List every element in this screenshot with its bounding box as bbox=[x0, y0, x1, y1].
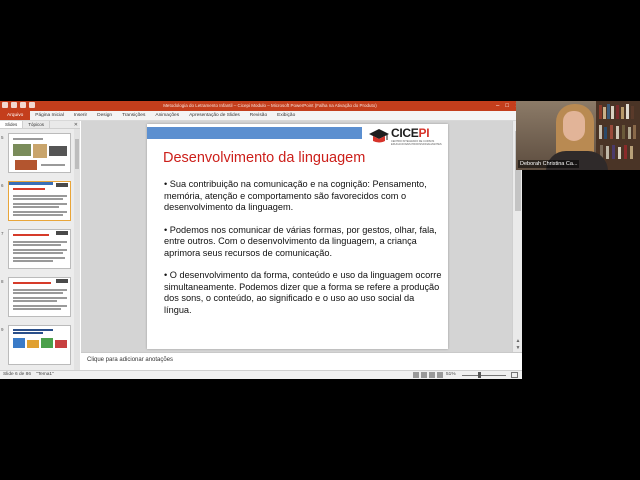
tab-home[interactable]: Página Inicial bbox=[35, 113, 64, 118]
ribbon-tabs bbox=[0, 111, 522, 121]
notes-pane[interactable] bbox=[81, 352, 522, 370]
thumbnail-number: 7 bbox=[1, 231, 4, 236]
tab-file[interactable]: Arquivo bbox=[0, 111, 30, 120]
tab-animations[interactable]: Animações bbox=[155, 113, 180, 118]
undo-icon[interactable] bbox=[20, 102, 26, 108]
tab-insert[interactable]: Inserir bbox=[73, 113, 88, 118]
graduation-cap-icon bbox=[369, 128, 389, 144]
save-icon[interactable] bbox=[11, 102, 17, 108]
thumbnail-row[interactable] bbox=[0, 133, 74, 175]
thumbnails-scrollbar[interactable] bbox=[74, 129, 80, 370]
maximize-button[interactable]: □ bbox=[505, 103, 509, 109]
close-panel-icon[interactable]: ✕ bbox=[73, 122, 78, 128]
powerpoint-window bbox=[0, 101, 522, 379]
tab-slideshow[interactable]: Apresentação de Slides bbox=[189, 113, 240, 118]
tab-view[interactable]: Exibição bbox=[277, 113, 296, 118]
status-bar bbox=[0, 370, 522, 379]
tab-design[interactable]: Design bbox=[97, 113, 113, 118]
slideshow-icon[interactable] bbox=[437, 372, 443, 378]
fit-to-window-icon[interactable] bbox=[511, 372, 518, 378]
quick-access-toolbar bbox=[2, 102, 35, 110]
thumbnail-row[interactable] bbox=[0, 277, 74, 319]
cicepi-logo bbox=[367, 125, 445, 147]
participant-name: Deborah Christina Ca... bbox=[520, 161, 578, 167]
title-bar bbox=[0, 101, 522, 111]
view-buttons bbox=[413, 372, 443, 378]
bullet-point: • Sua contribuição na comunicação e na cognição: Pensamento, memória, atenção e comportamento são favorecidos com o desenvolvimento da linguagem. bbox=[164, 179, 427, 212]
zoom-slider[interactable] bbox=[462, 375, 506, 376]
slide-thumbnail[interactable] bbox=[8, 229, 71, 269]
zoom-slider-handle[interactable] bbox=[478, 372, 481, 378]
slide-thumbnails bbox=[0, 129, 80, 370]
webcam-video bbox=[516, 101, 640, 170]
prev-slide-icon[interactable]: ▲ bbox=[515, 338, 521, 344]
next-slide-icon[interactable]: ▼ bbox=[515, 345, 521, 351]
minimize-button[interactable]: – bbox=[496, 103, 500, 109]
tab-transitions[interactable]: Transições bbox=[122, 113, 146, 118]
slide-header-bar bbox=[147, 127, 362, 139]
redo-icon[interactable] bbox=[29, 102, 35, 108]
notes-placeholder: Clique para adicionar anotações bbox=[87, 357, 174, 363]
thumbnail-number: 5 bbox=[1, 135, 4, 140]
logo-wordmark: CICEPI bbox=[391, 126, 430, 140]
slide-sorter-icon[interactable] bbox=[421, 372, 427, 378]
slide-title: Desenvolvimento da linguagem bbox=[163, 150, 366, 166]
theme-name: "Tema1" bbox=[36, 372, 54, 377]
logo-subtitle: CENTRO INTEGRADO DE CURSOS EDUCACIONAIS PROFISSIONALIZANTES bbox=[391, 140, 442, 146]
slide-editor bbox=[81, 121, 512, 352]
slide-thumbnail[interactable] bbox=[8, 325, 71, 365]
reading-view-icon[interactable] bbox=[429, 372, 435, 378]
slide-thumbnail-selected[interactable] bbox=[8, 181, 71, 221]
bullet-point: • O desenvolvimento da forma, conteúdo e uso da linguagem ocorre simultaneamente. Podemos dizer que a forma se refere a produção dos sons, o conteúdo, ao significado e o uso ao uso social da língua. bbox=[164, 270, 442, 315]
slides-panel-tabs bbox=[0, 121, 80, 129]
tab-review[interactable]: Revisão bbox=[249, 113, 268, 118]
thumbnail-number: 9 bbox=[1, 327, 4, 332]
slide-thumbnail[interactable] bbox=[8, 277, 71, 317]
current-slide[interactable] bbox=[147, 124, 448, 349]
slide-counter: Slide 6 de 86 bbox=[3, 372, 32, 377]
app-icon[interactable] bbox=[2, 102, 8, 108]
thumbnail-row[interactable] bbox=[0, 229, 74, 271]
thumbnail-number: 6 bbox=[1, 183, 4, 188]
thumbnail-number: 8 bbox=[1, 279, 4, 284]
normal-view-icon[interactable] bbox=[413, 372, 419, 378]
slide-content bbox=[164, 179, 442, 327]
window-title: Metodologia do Letramento Infantil – Cicepi Modulo – Microsoft PowerPoint (Falha na Ativação do Produto) bbox=[163, 103, 377, 108]
tab-outline[interactable]: Tópicos bbox=[23, 121, 50, 128]
thumbnail-row[interactable] bbox=[0, 181, 74, 223]
tab-slides[interactable]: Slides bbox=[0, 121, 23, 128]
participant-face bbox=[563, 111, 585, 141]
slide-thumbnail[interactable] bbox=[8, 133, 71, 173]
zoom-level[interactable]: 51% bbox=[446, 372, 456, 377]
bullet-point: • Podemos nos comunicar de várias formas, por gestos, olhar, fala, entre outros. Com o desenvolvimento da linguagem, a criança aprimora seus recursos de comunicação. bbox=[164, 224, 437, 258]
thumbnail-row[interactable] bbox=[0, 325, 74, 367]
